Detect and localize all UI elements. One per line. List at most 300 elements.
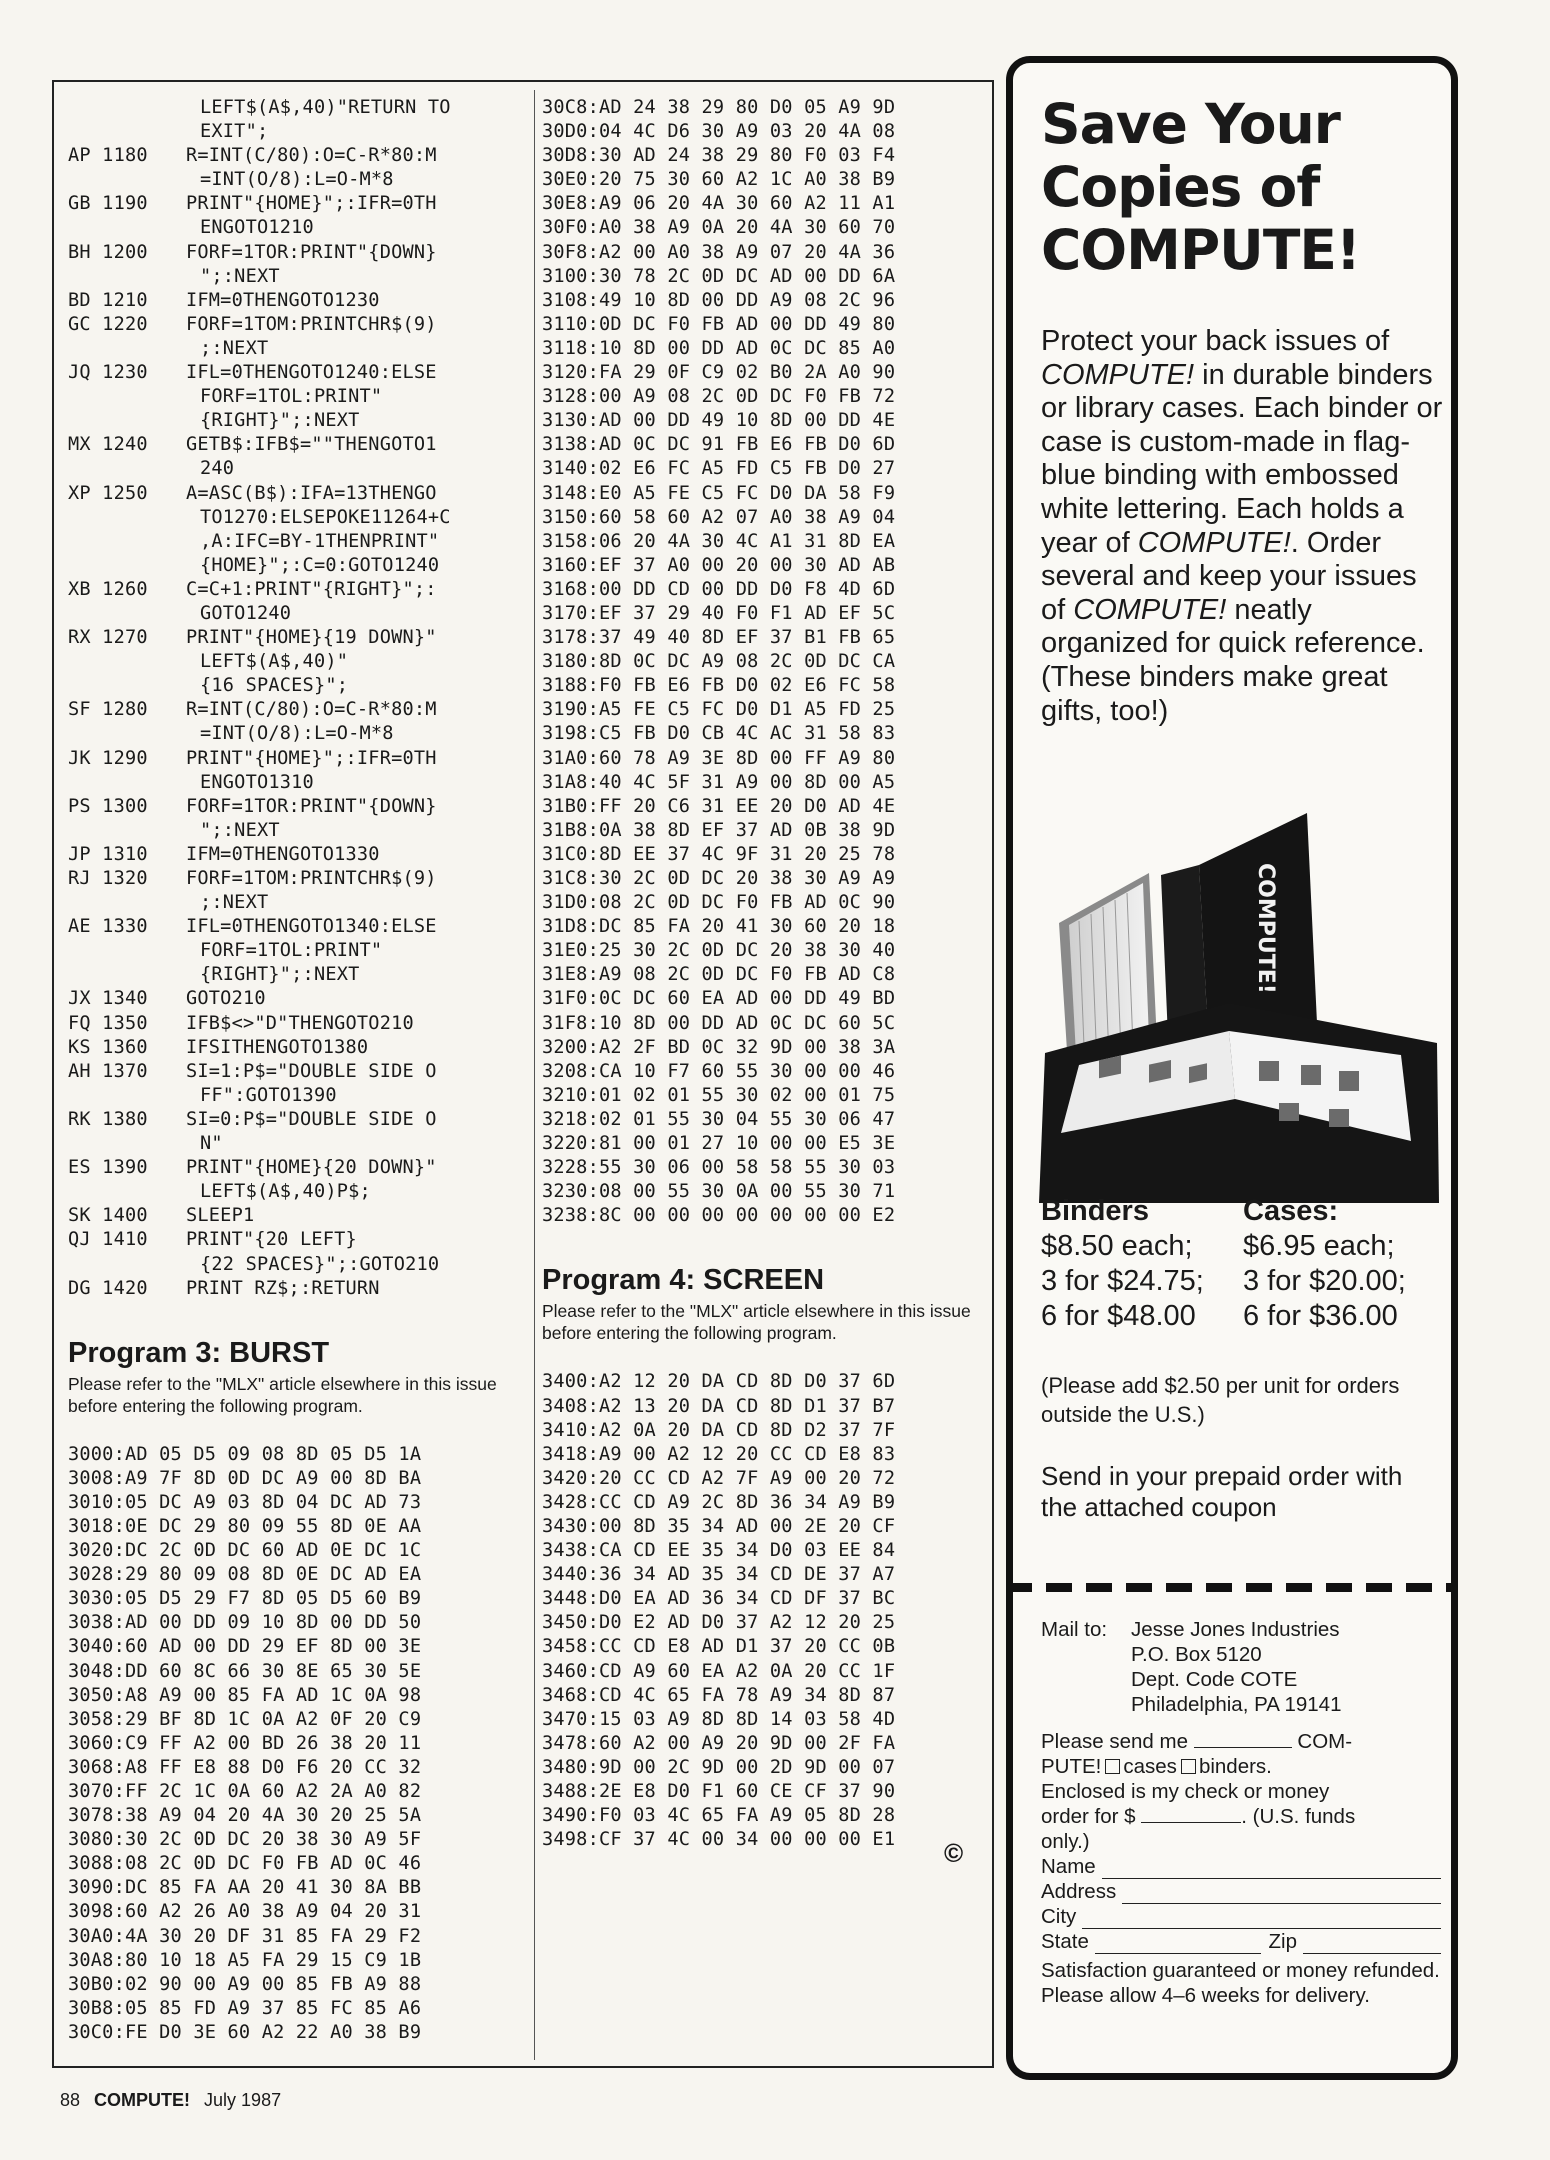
code-line — [68, 939, 528, 963]
code-line — [68, 602, 528, 626]
code-text: GOTO210 — [186, 988, 266, 1010]
name-row — [1041, 1854, 1441, 1879]
order-coupon — [1041, 1617, 1441, 2008]
code-text: FORF=1TOL:PRINT" — [200, 386, 383, 408]
code-line — [68, 554, 528, 578]
code-text: ENGOTO1310 — [200, 771, 314, 793]
line-label: RK 1380 — [68, 1108, 148, 1130]
code-text: ";:NEXT — [200, 265, 280, 287]
hex-line: 30E0:20 75 30 60 A2 1C A0 38 B9 — [542, 169, 896, 191]
hex-line: 3130:AD 00 DD 49 10 8D 00 DD 4E — [542, 410, 896, 432]
page-number: 88 — [60, 2090, 81, 2110]
program4-intro: Please refer to the "MLX" article elsewhere in this issue before entering the following program. — [542, 1301, 971, 1344]
state-label: State — [1041, 1930, 1089, 1953]
code-text: EXIT"; — [200, 121, 269, 143]
line-label — [68, 939, 186, 963]
line-label: JX 1340 — [68, 988, 148, 1010]
mail-to-block — [1041, 1617, 1441, 1717]
hex-line: 3058:29 BF 8D 1C 0A A2 0F 20 C9 — [68, 1708, 422, 1730]
line-label — [68, 216, 186, 240]
hex-line: 3418:A9 00 A2 12 20 CC CD E8 83 — [542, 1443, 896, 1465]
hex-line: 30F0:A0 38 A9 0A 20 4A 30 60 70 — [542, 217, 896, 239]
program3-intro: Please refer to the "MLX" article elsewhere in this issue before entering the following program. — [68, 1373, 497, 1416]
hex-line: 3440:36 34 AD 35 34 CD DE 37 A7 — [542, 1564, 896, 1586]
hex-line: 30A0:4A 30 20 DF 31 85 FA 29 F2 — [68, 1925, 422, 1947]
address-field[interactable] — [1122, 1885, 1441, 1904]
binders-title: Binders — [1041, 1195, 1149, 1227]
line-label — [68, 530, 186, 554]
amount-line — [1041, 1804, 1441, 1829]
line-label — [68, 168, 186, 192]
issue-date: July 1987 — [204, 2090, 282, 2110]
binders-checkbox[interactable] — [1181, 1759, 1196, 1774]
funds-label: . (U.S. funds — [1241, 1805, 1356, 1828]
cases-price-line: 6 for $36.00 — [1243, 1300, 1398, 1332]
hex-line: 3430:00 8D 35 34 AD 00 2E 20 CF — [542, 1515, 896, 1537]
code-text: PRINT"{HOME}{20 DOWN}" — [186, 1157, 437, 1179]
hex-line: 3088:08 2C 0D DC F0 FB AD 0C 46 — [68, 1853, 422, 1875]
line-label — [68, 385, 186, 409]
order-for-label: order for $ — [1041, 1805, 1136, 1828]
middle-column — [542, 96, 992, 1852]
binders-price-line: $8.50 each; — [1041, 1230, 1193, 1262]
hex-line: 3468:CD 4C 65 FA 78 A9 34 8D 87 — [542, 1684, 896, 1706]
line-label: SK 1400 — [68, 1205, 148, 1227]
line-label — [68, 409, 186, 433]
headline-line: Save Your — [1041, 92, 1340, 156]
code-line — [68, 96, 528, 120]
hex-line: 3480:9D 00 2C 9D 00 2D 9D 00 07 — [542, 1756, 896, 1778]
code-text: A=ASC(B$):IFA=13THENGO — [186, 482, 437, 504]
hex-line: 3040:60 AD 00 DD 29 EF 8D 00 3E — [68, 1636, 422, 1658]
hex-line: 3170:EF 37 29 40 F0 F1 AD EF 5C — [542, 602, 896, 624]
line-label: AE 1330 — [68, 916, 148, 938]
code-line — [68, 1108, 528, 1132]
code-text: LEFT$(A$,40)" — [200, 651, 349, 673]
code-line — [68, 747, 528, 771]
code-text: C=C+1:PRINT"{RIGHT}";: — [186, 578, 437, 600]
code-line — [68, 1180, 528, 1204]
hex-line: 3188:F0 FB E6 FB D0 02 E6 FC 58 — [542, 675, 896, 697]
code-line — [68, 1036, 528, 1060]
line-label — [68, 1180, 186, 1204]
hex-line: 3210:01 02 01 55 30 02 00 01 75 — [542, 1084, 896, 1106]
line-label: JK 1290 — [68, 747, 148, 769]
code-text: PRINT"{HOME}";:IFR=0TH — [186, 193, 437, 215]
code-line — [68, 168, 528, 192]
hex-line: 3168:00 DD CD 00 DD D0 F8 4D 6D — [542, 578, 896, 600]
hex-line: 31B0:FF 20 C6 31 EE 20 D0 AD 4E — [542, 795, 896, 817]
program3-listing — [68, 1443, 528, 2045]
left-column — [68, 96, 528, 2045]
code-line — [68, 120, 528, 144]
body-text: in durable binders or library cases. Each binder or case is custom-made in flag-blue binding with embossed white lettering. Each holds a year of — [1041, 358, 1443, 559]
code-text: SI=1:P$="DOUBLE SIDE O — [186, 1060, 437, 1082]
code-text: PRINT"{HOME}{19 DOWN}" — [186, 627, 437, 649]
magazine-name: COMPUTE! — [1137, 526, 1291, 559]
binders-prices — [1041, 1193, 1243, 1334]
hex-line: 3400:A2 12 20 DA CD 8D D0 37 6D — [542, 1371, 896, 1393]
code-text: LEFT$(A$,40)"RETURN TO — [200, 97, 451, 118]
code-text: IFSITHENGOTO1380 — [186, 1036, 369, 1058]
code-text: {22 SPACES}";:GOTO210 — [200, 1253, 440, 1275]
code-text: SLEEP1 — [186, 1205, 255, 1227]
hex-line: 3158:06 20 4A 30 4C A1 31 8D EA — [542, 530, 896, 552]
binders-price-line: 3 for $24.75; — [1041, 1265, 1204, 1297]
hex-line: 3178:37 49 40 8D EF 37 B1 FB 65 — [542, 627, 896, 649]
code-line — [68, 963, 528, 987]
code-text: =INT(O/8):L=O-M*8 — [200, 723, 394, 745]
code-text: PRINT RZ$;:RETURN — [186, 1277, 380, 1299]
line-label: JQ 1230 — [68, 362, 148, 384]
zip-field[interactable] — [1303, 1935, 1441, 1954]
hex-line: 3078:38 A9 04 20 4A 30 20 25 5A — [68, 1805, 422, 1827]
zip-label: Zip — [1268, 1930, 1297, 1953]
hex-line: 3208:CA 10 F7 60 55 30 00 00 46 — [542, 1060, 896, 1082]
hex-line: 3228:55 30 06 00 58 58 55 30 03 — [542, 1157, 896, 1179]
hex-line: 3238:8C 00 00 00 00 00 00 00 E2 — [542, 1205, 896, 1227]
send-label: Please send me — [1041, 1730, 1189, 1753]
code-line — [68, 1132, 528, 1156]
code-line — [68, 843, 528, 867]
name-field[interactable] — [1102, 1860, 1441, 1879]
code-line — [68, 433, 528, 457]
line-label — [68, 337, 186, 361]
cases-price-line: $6.95 each; — [1243, 1230, 1395, 1262]
hex-line: 3428:CC CD A9 2C 8D 36 34 A9 B9 — [542, 1491, 896, 1513]
code-line — [68, 674, 528, 698]
address-label: Address — [1041, 1880, 1117, 1903]
hex-line: 3410:A2 0A 20 DA CD 8D D2 37 7F — [542, 1419, 896, 1441]
amount-field[interactable] — [1141, 1804, 1241, 1823]
code-text: GETB$:IFB$=""THENGOTO1 — [186, 434, 437, 456]
hex-line: 3120:FA 29 0F C9 02 B0 2A A0 90 — [542, 362, 896, 384]
hex-line: 3438:CA CD EE 35 34 D0 03 EE 84 — [542, 1540, 896, 1562]
mailing-address — [1131, 1617, 1342, 1717]
line-label — [68, 506, 186, 530]
hex-line: 3478:60 A2 00 A9 20 9D 00 2F FA — [542, 1732, 896, 1754]
hex-line: 31F0:0C DC 60 EA AD 00 DD 49 BD — [542, 988, 896, 1010]
hex-line: 3448:D0 EA AD 36 34 CD DF 37 BC — [542, 1588, 896, 1610]
code-text: =INT(O/8):L=O-M*8 — [200, 169, 394, 191]
hex-line: 3028:29 80 09 08 8D 0E DC AD EA — [68, 1564, 422, 1586]
line-label — [68, 722, 186, 746]
line-label: XB 1260 — [68, 578, 148, 600]
hex-line: 3050:A8 A9 00 85 FA AD 1C 0A 98 — [68, 1684, 422, 1706]
hex-line: 3098:60 A2 26 A0 38 A9 04 20 31 — [68, 1901, 422, 1923]
hex-line: 3160:EF 37 A0 00 20 00 30 AD AB — [542, 554, 896, 576]
hex-line: 31B8:0A 38 8D EF 37 AD 0B 38 9D — [542, 819, 896, 841]
code-line — [68, 987, 528, 1011]
hex-line: 3470:15 03 A9 8D 8D 14 03 58 4D — [542, 1708, 896, 1730]
hex-line: 31E0:25 30 2C 0D DC 20 38 30 40 — [542, 940, 896, 962]
code-text: TO1270:ELSEPOKE11264+C — [200, 506, 451, 528]
hex-line: 30E8:A9 06 20 4A 30 60 A2 11 A1 — [542, 193, 896, 215]
hex-line: 3128:00 A9 08 2C 0D DC F0 FB 72 — [542, 386, 896, 408]
hex-line: 3408:A2 13 20 DA CD 8D D1 37 B7 — [542, 1395, 896, 1417]
cases-checkbox[interactable] — [1105, 1759, 1120, 1774]
line-label — [68, 650, 186, 674]
hex-line: 3460:CD A9 60 EA A2 0A 20 CC 1F — [542, 1660, 896, 1682]
line-label: MX 1240 — [68, 434, 148, 456]
code-text: PRINT"{HOME}";:IFR=0TH — [186, 747, 437, 769]
city-label: City — [1041, 1905, 1077, 1928]
hex-line: 30D0:04 4C D6 30 A9 03 20 4A 08 — [542, 121, 896, 143]
code-line — [68, 192, 528, 216]
binders-label: binders. — [1198, 1755, 1272, 1778]
binders-price-line: 6 for $48.00 — [1041, 1300, 1196, 1332]
hex-line: 31A0:60 78 A9 3E 8D 00 FF A9 80 — [542, 747, 896, 769]
code-text: SI=0:P$="DOUBLE SIDE O — [186, 1108, 437, 1130]
hex-line: 3118:10 8D 00 DD AD 0C DC 85 A0 — [542, 337, 896, 359]
code-line — [68, 795, 528, 819]
address-line: P.O. Box 5120 — [1131, 1643, 1262, 1666]
hex-line: 3030:05 D5 29 F7 8D 05 D5 60 B9 — [68, 1588, 422, 1610]
only-line: only.) — [1041, 1830, 1090, 1853]
body-text: . Order several and keep your issues of — [1041, 526, 1417, 626]
program3-title: Program 3: BURST — [68, 1336, 330, 1369]
line-label — [68, 674, 186, 698]
column-divider — [534, 90, 535, 2060]
code-line — [68, 506, 528, 530]
hex-line: 3498:CF 37 4C 00 34 00 00 00 E1 — [542, 1829, 896, 1851]
code-line — [68, 1277, 528, 1301]
code-text: ;:NEXT — [200, 337, 269, 359]
code-text: ,A:IFC=BY-1THENPRINT" — [200, 530, 440, 552]
code-line — [68, 1204, 528, 1228]
guarantee-note: Satisfaction guaranteed or money refunded. — [1041, 1959, 1440, 1982]
ad-headline — [1041, 93, 1441, 282]
code-line — [68, 867, 528, 891]
hex-line: 3150:60 58 60 A2 07 A0 38 A9 04 — [542, 506, 896, 528]
spine-logo: COMPUTE! — [1253, 863, 1278, 994]
code-line — [68, 1228, 528, 1252]
line-label — [68, 1132, 186, 1156]
copyright-mark: © — [944, 1838, 964, 1868]
code-line — [68, 915, 528, 939]
hex-line: 3068:A8 FF E8 88 D0 F6 20 CC 32 — [68, 1756, 422, 1778]
line-label: GB 1190 — [68, 193, 148, 215]
hex-line: 30B0:02 90 00 A9 00 85 FB A9 88 — [68, 1973, 422, 1995]
line-label: FQ 1350 — [68, 1012, 148, 1034]
line-label — [68, 554, 186, 578]
code-text: ;:NEXT — [200, 892, 269, 914]
send-label-cont: COM- — [1297, 1730, 1353, 1753]
line-label — [68, 602, 186, 626]
binder-photo — [1039, 803, 1439, 1203]
hex-line: 3070:FF 2C 1C 0A 60 A2 2A A0 82 — [68, 1781, 422, 1802]
hex-line: 31D8:DC 85 FA 20 41 30 60 20 18 — [542, 916, 896, 938]
line-label: GC 1220 — [68, 313, 148, 335]
quantity-line — [1041, 1729, 1441, 1754]
line-label: ES 1390 — [68, 1157, 148, 1179]
magazine-name: COMPUTE! — [1041, 358, 1195, 391]
code-line — [68, 385, 528, 409]
magazine-name: COMPUTE! — [1073, 593, 1227, 626]
line-label — [68, 265, 186, 289]
hex-line: 30C0:FE D0 3E 60 A2 22 A0 38 B9 — [68, 2021, 422, 2043]
code-line — [68, 313, 528, 337]
code-line — [68, 1253, 528, 1277]
code-text: N" — [200, 1133, 223, 1155]
hex-line: 3110:0D DC F0 FB AD 00 DD 49 80 — [542, 313, 896, 335]
code-line — [68, 337, 528, 361]
code-text: ";:NEXT — [200, 819, 280, 841]
coupon-tear-line — [1006, 1583, 1458, 1592]
hex-line: 3190:A5 FE C5 FC D0 D1 A5 FD 25 — [542, 699, 896, 721]
line-label: DG 1420 — [68, 1277, 148, 1299]
code-line — [68, 1156, 528, 1180]
program4-listing — [542, 1370, 992, 1852]
hex-line: 3020:DC 2C 0D DC 60 AD 0E DC 1C — [68, 1540, 422, 1562]
code-text: ENGOTO1210 — [200, 217, 314, 239]
line-label — [68, 963, 186, 987]
hex-line: 3048:DD 60 8C 66 30 8E 65 30 5E — [68, 1660, 422, 1682]
hex-line: 3148:E0 A5 FE C5 FC D0 DA 58 F9 — [542, 482, 896, 504]
hex-line: 30F8:A2 00 A0 38 A9 07 20 4A 36 — [542, 241, 896, 263]
code-line — [68, 698, 528, 722]
hex-line: 30C8:AD 24 38 29 80 D0 05 A9 9D — [542, 97, 896, 118]
cases-label: cases — [1123, 1755, 1177, 1778]
hex-line: 3038:AD 00 DD 09 10 8D 00 DD 50 — [68, 1612, 422, 1634]
program3-continued-listing — [542, 96, 992, 1228]
name-label: Name — [1041, 1855, 1096, 1878]
magazine-title: COMPUTE! — [94, 2090, 191, 2110]
address-row — [1041, 1879, 1441, 1904]
hex-line: 3490:F0 03 4C 65 FA A9 05 8D 28 — [542, 1805, 896, 1827]
ad-body — [1041, 325, 1446, 728]
hex-line: 31C8:30 2C 0D DC 20 38 30 A9 A9 — [542, 868, 896, 889]
code-line — [68, 409, 528, 433]
city-field[interactable] — [1082, 1910, 1441, 1929]
hex-line: 30D8:30 AD 24 38 29 80 F0 03 F4 — [542, 145, 896, 167]
hex-line: 3140:02 E6 FC A5 FD C5 FB D0 27 — [542, 458, 896, 480]
code-text: FORF=1TOM:PRINTCHR$(9) — [186, 313, 437, 335]
international-note: (Please add $2.50 per unit for orders outside the U.S.) — [1041, 1373, 1400, 1427]
line-label: AH 1370 — [68, 1060, 148, 1082]
code-text: IFM=0THENGOTO1330 — [186, 843, 380, 865]
hex-line: 3060:C9 FF A2 00 BD 26 38 20 11 — [68, 1732, 422, 1754]
code-line — [68, 530, 528, 554]
line-label — [68, 819, 186, 843]
code-text: {RIGHT}";:NEXT — [200, 964, 360, 986]
code-text: FORF=1TOM:PRINTCHR$(9) — [186, 868, 437, 889]
code-line — [68, 241, 528, 265]
line-label: QJ 1410 — [68, 1229, 148, 1251]
code-text: FORF=1TOR:PRINT"{DOWN} — [186, 241, 437, 263]
code-text: FORF=1TOL:PRINT" — [200, 940, 383, 962]
code-line — [68, 650, 528, 674]
body-text: Protect your back issues of — [1041, 325, 1390, 357]
address-line: Philadelphia, PA 19141 — [1131, 1693, 1342, 1716]
hex-line: 30A8:80 10 18 A5 FA 29 15 C9 1B — [68, 1949, 422, 1971]
code-text: IFL=0THENGOTO1340:ELSE — [186, 916, 437, 938]
code-text: IFB$<>"D"THENGOTO210 — [186, 1012, 414, 1034]
line-label: RX 1270 — [68, 627, 148, 649]
hex-line: 3458:CC CD E8 AD D1 37 20 CC 0B — [542, 1636, 896, 1658]
code-line — [68, 891, 528, 915]
hex-line: 31E8:A9 08 2C 0D DC F0 FB AD C8 — [542, 964, 896, 986]
hex-line: 3450:D0 E2 AD D0 37 A2 12 20 25 — [542, 1612, 896, 1634]
hex-line: 30B8:05 85 FD A9 37 85 FC 85 A6 — [68, 1997, 422, 2019]
binder-ad-panel — [1006, 56, 1458, 2080]
mail-to-label: Mail to: — [1041, 1618, 1108, 1641]
code-text: IFL=0THENGOTO1240:ELSE — [186, 362, 437, 384]
code-text: FF":GOTO1390 — [200, 1084, 337, 1106]
code-text: PRINT"{20 LEFT} — [186, 1229, 357, 1251]
line-label: KS 1360 — [68, 1036, 148, 1058]
code-text: GOTO1240 — [200, 602, 292, 624]
code-text: 240 — [200, 458, 235, 480]
line-label — [68, 1253, 186, 1277]
hex-line: 3100:30 78 2C 0D DC AD 00 DD 6A — [542, 265, 896, 287]
code-line — [68, 216, 528, 240]
code-line — [68, 265, 528, 289]
code-text: FORF=1TOR:PRINT"{DOWN} — [186, 795, 437, 817]
line-label: PS 1300 — [68, 795, 148, 817]
city-row — [1041, 1904, 1441, 1929]
code-line — [68, 482, 528, 506]
hex-line: 3198:C5 FB D0 CB 4C AC 31 58 83 — [542, 723, 896, 745]
hex-line: 3180:8D 0C DC A9 08 2C 0D DC CA — [542, 651, 896, 673]
code-text: IFM=0THENGOTO1230 — [186, 289, 380, 311]
page-footer — [60, 2090, 281, 2111]
code-text: R=INT(C/80):O=C-R*80:M — [186, 699, 437, 721]
magazine-label: PUTE! — [1041, 1755, 1102, 1778]
line-label — [68, 771, 186, 795]
hex-line: 3080:30 2C 0D DC 20 38 30 A9 5F — [68, 1829, 422, 1851]
hex-line: 31A8:40 4C 5F 31 A9 00 8D 00 A5 — [542, 771, 896, 793]
hex-line: 3488:2E E8 D0 F1 60 CE CF 37 90 — [542, 1781, 896, 1802]
address-line: Jesse Jones Industries — [1131, 1618, 1340, 1641]
code-text: {16 SPACES}"; — [200, 675, 349, 697]
hex-line: 31D0:08 2C 0D DC F0 FB AD 0C 90 — [542, 892, 896, 914]
hex-line: 31F8:10 8D 00 DD AD 0C DC 60 5C — [542, 1012, 896, 1034]
hex-line: 3000:AD 05 D5 09 08 8D 05 D5 1A — [68, 1443, 422, 1465]
code-line — [68, 1084, 528, 1108]
state-field[interactable] — [1095, 1935, 1261, 1954]
line-label: SF 1280 — [68, 699, 148, 721]
code-line — [68, 578, 528, 602]
enclosed-line: Enclosed is my check or money — [1041, 1780, 1330, 1803]
line-label: JP 1310 — [68, 843, 148, 865]
headline-line: Copies of — [1041, 155, 1320, 219]
quantity-field[interactable] — [1194, 1729, 1292, 1748]
code-text: LEFT$(A$,40)P$; — [200, 1181, 371, 1203]
cases-prices — [1243, 1193, 1445, 1334]
code-line — [68, 722, 528, 746]
code-line — [68, 144, 528, 168]
delivery-note: Please allow 4–6 weeks for delivery. — [1041, 1984, 1370, 2007]
line-label — [68, 96, 186, 120]
code-line — [68, 289, 528, 313]
hex-line: 3218:02 01 55 30 04 55 30 06 47 — [542, 1108, 896, 1130]
hex-line: 3010:05 DC A9 03 8D 04 DC AD 73 — [68, 1491, 422, 1513]
order-note: Send in your prepaid order with the attached coupon — [1041, 1461, 1403, 1522]
hex-line: 3200:A2 2F BD 0C 32 9D 00 38 3A — [542, 1036, 896, 1058]
code-line — [68, 819, 528, 843]
line-label: RJ 1320 — [68, 868, 148, 889]
hex-line: 3008:A9 7F 8D 0D DC A9 00 8D BA — [68, 1467, 422, 1489]
code-line — [68, 1012, 528, 1036]
price-grid — [1041, 1193, 1451, 1334]
line-label: XP 1250 — [68, 482, 148, 504]
code-text: {RIGHT}";:NEXT — [200, 410, 360, 432]
line-label: BD 1210 — [68, 289, 148, 311]
state-zip-row — [1041, 1929, 1441, 1954]
cases-title: Cases: — [1243, 1195, 1339, 1227]
cases-price-line: 3 for $20.00; — [1243, 1265, 1406, 1297]
